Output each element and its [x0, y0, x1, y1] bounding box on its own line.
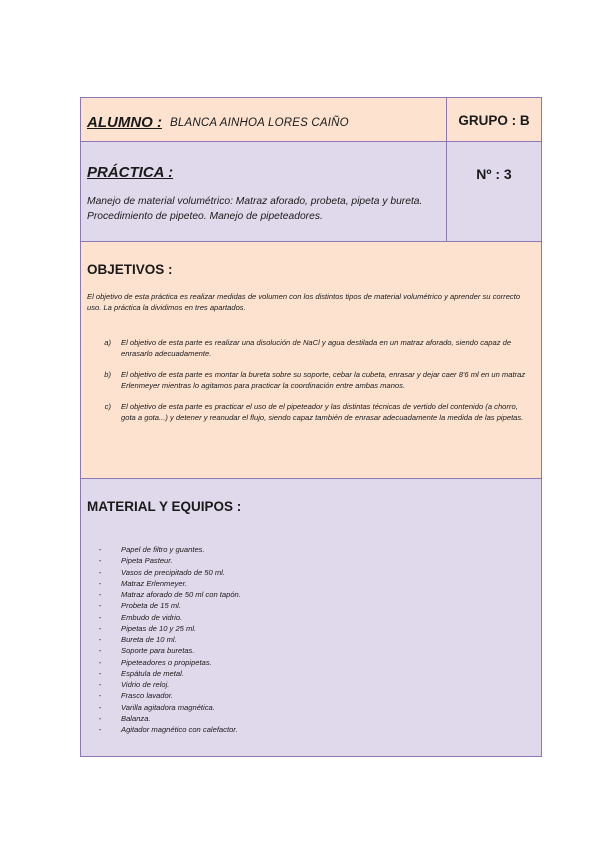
- material-item: [87, 623, 531, 634]
- practica-number: Nº : 3: [476, 166, 512, 182]
- material-item: [87, 668, 531, 679]
- objetivo-item: [87, 337, 531, 359]
- bullet-dash: -: [98, 567, 102, 577]
- objetivos-section: [81, 242, 541, 479]
- bullet-dash: -: [98, 601, 102, 611]
- material-item-text: Pipeta Pasteur.: [121, 556, 173, 566]
- material-item-text: Soporte para buretas.: [121, 646, 195, 656]
- material-section: [81, 479, 541, 756]
- material-item-text: Agitador magnético con calefactor.: [121, 725, 238, 734]
- objetivo-letter: b): [104, 370, 111, 379]
- student-row: [81, 98, 541, 142]
- bullet-dash: -: [98, 545, 102, 554]
- practica-cell: [81, 142, 447, 241]
- material-item: [87, 578, 531, 589]
- material-item: [87, 713, 531, 724]
- material-item-text: Pipeteadores o propipetas.: [121, 657, 212, 667]
- material-item: [87, 634, 531, 645]
- material-item-text: Embudo de vidrio.: [121, 612, 183, 622]
- material-item: [87, 567, 531, 578]
- bullet-dash: -: [98, 668, 102, 678]
- material-item: [87, 657, 531, 668]
- objetivos-intro: El objetivo de esta práctica es realizar medidas de volumen con los distintos tipos de material volumétrico y aprender su correcto uso. La práctica la dividimos en tres apartados.: [87, 292, 521, 312]
- material-item-text: Matraz aforado de 50 ml con tapón.: [121, 590, 241, 599]
- objetivo-text: El objetivo de esta parte es practicar el uso de el pipeteador y las distintas técnicas de vertido del contenido (a chorro, gota a gota...) y detener y reanudar el flujo, siendo capaz también de enrasar adecuadamente la medida de las pipetas.: [121, 402, 524, 422]
- material-item-text: Varilla agitadora magnética.: [121, 702, 215, 712]
- material-item: [87, 702, 531, 713]
- material-item: [87, 724, 531, 735]
- practice-report-sheet: [80, 97, 542, 757]
- objetivos-list: [87, 337, 531, 423]
- material-item: [87, 544, 531, 555]
- material-item: [87, 600, 531, 611]
- student-cell: [81, 98, 447, 141]
- material-item-text: Vasos de precipitado de 50 ml.: [121, 567, 225, 577]
- bullet-dash: -: [98, 623, 102, 633]
- bullet-dash: -: [98, 635, 102, 644]
- objetivo-item: [87, 401, 531, 423]
- material-item-text: Probeta de 15 ml.: [121, 601, 181, 611]
- bullet-dash: -: [98, 725, 102, 734]
- bullet-dash: -: [98, 680, 102, 689]
- objetivos-title: OBJETIVOS :: [87, 262, 173, 277]
- bullet-dash: -: [98, 612, 102, 622]
- material-item-text: Balanza.: [121, 713, 151, 723]
- material-item-text: Frasco lavador.: [121, 691, 174, 701]
- alumno-label: ALUMNO :: [87, 114, 162, 131]
- bullet-dash: -: [98, 578, 102, 588]
- bullet-dash: -: [98, 702, 102, 712]
- bullet-dash: -: [98, 556, 102, 566]
- material-item-text: Matraz Erlenmeyer.: [121, 578, 187, 588]
- student-name: BLANCA AINHOA LORES CAIÑO: [170, 116, 349, 129]
- material-list: [87, 544, 531, 735]
- practica-row: [81, 142, 541, 242]
- bullet-dash: -: [98, 713, 102, 723]
- bullet-dash: -: [98, 646, 102, 656]
- material-item-text: Pipetas de 10 y 25 ml.: [121, 623, 197, 633]
- objetivo-item: [87, 369, 531, 391]
- grupo-cell: GRUPO : B: [458, 113, 530, 128]
- bullet-dash: -: [98, 590, 102, 599]
- material-item: [87, 612, 531, 623]
- bullet-dash: -: [98, 691, 102, 701]
- objetivo-letter: a): [104, 338, 111, 347]
- material-item: [87, 555, 531, 566]
- material-item-text: Espátula de metal.: [121, 668, 184, 678]
- material-item: [87, 645, 531, 656]
- practica-label: PRÁCTICA :: [87, 164, 174, 181]
- material-item-text: Vidrio de reloj.: [121, 680, 170, 689]
- material-item: [87, 589, 531, 600]
- objetivo-text: El objetivo de esta parte es montar la bureta sobre su soporte, cebar la cubeta, enrasar y dejar caer 8'6 ml en un matraz Erlenmeyer mientras lo agitamos para practicar la coordinación entre ambas manos.: [121, 370, 526, 390]
- material-item-text: Papel de filtro y guantes.: [121, 545, 205, 554]
- objetivo-text: El objetivo de esta parte es realizar una disolución de NaCl y agua destilada en un matraz aforado, siendo capaz de enrasarlo adecuadamente.: [121, 338, 512, 358]
- bullet-dash: -: [98, 657, 102, 667]
- material-item: [87, 690, 531, 701]
- material-item: [87, 679, 531, 690]
- objetivo-letter: c): [104, 402, 111, 411]
- material-title: MATERIAL Y EQUIPOS :: [87, 499, 242, 514]
- material-item-text: Bureta de 10 ml.: [121, 635, 177, 644]
- practica-description: Manejo de material volumétrico: Matraz aforado, probeta, pipeta y bureta. Procedimiento de pipeteo. Manejo de pipeteadores.: [87, 196, 423, 222]
